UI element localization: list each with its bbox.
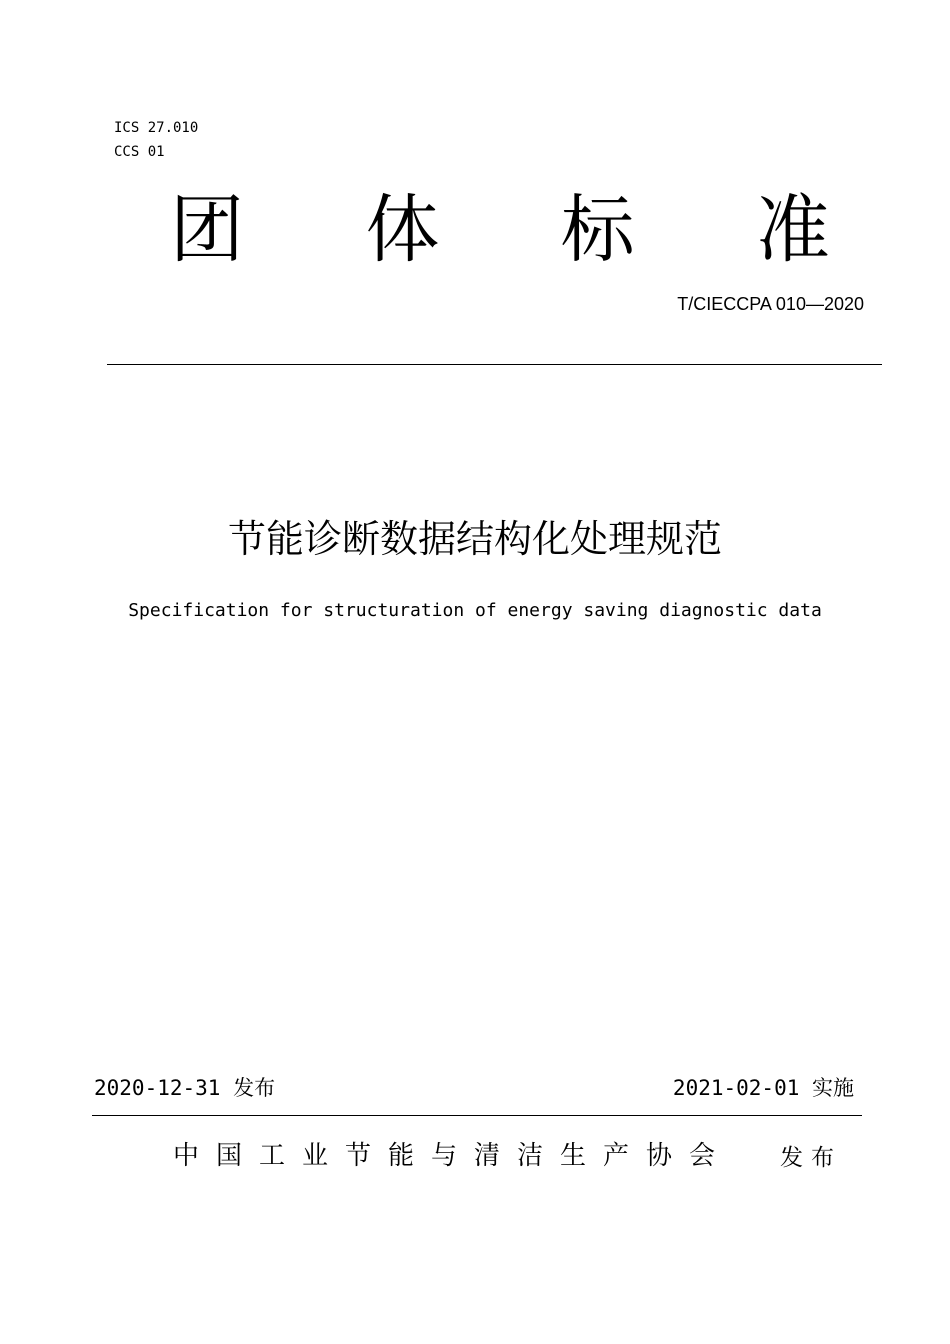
ccs-code: CCS 01	[114, 144, 165, 160]
document-title-chinese: 节能诊断数据结构化处理规范	[227, 517, 722, 561]
standard-type-char-1: 团	[170, 187, 244, 273]
bottom-divider	[92, 1115, 862, 1116]
ics-code: ICS 27.010	[114, 120, 199, 136]
document-title-english: Specification for structuration of energy saving diagnostic data	[128, 600, 822, 621]
top-divider	[107, 364, 882, 365]
standard-type-char-4: 准	[755, 187, 830, 273]
standard-type-heading	[170, 186, 830, 274]
publisher-name: 中国工业节能与清洁生产协会	[173, 1141, 733, 1171]
publish-date: 2020-12-31 发布	[94, 1076, 276, 1100]
standard-code: T/CIECCPA 010—2020	[677, 294, 864, 314]
standard-type-char-3: 标	[560, 187, 635, 273]
implementation-date: 2021-02-01 实施	[672, 1076, 854, 1100]
standard-type-char-2: 体	[365, 187, 440, 273]
publisher-action: 发布	[780, 1145, 842, 1171]
